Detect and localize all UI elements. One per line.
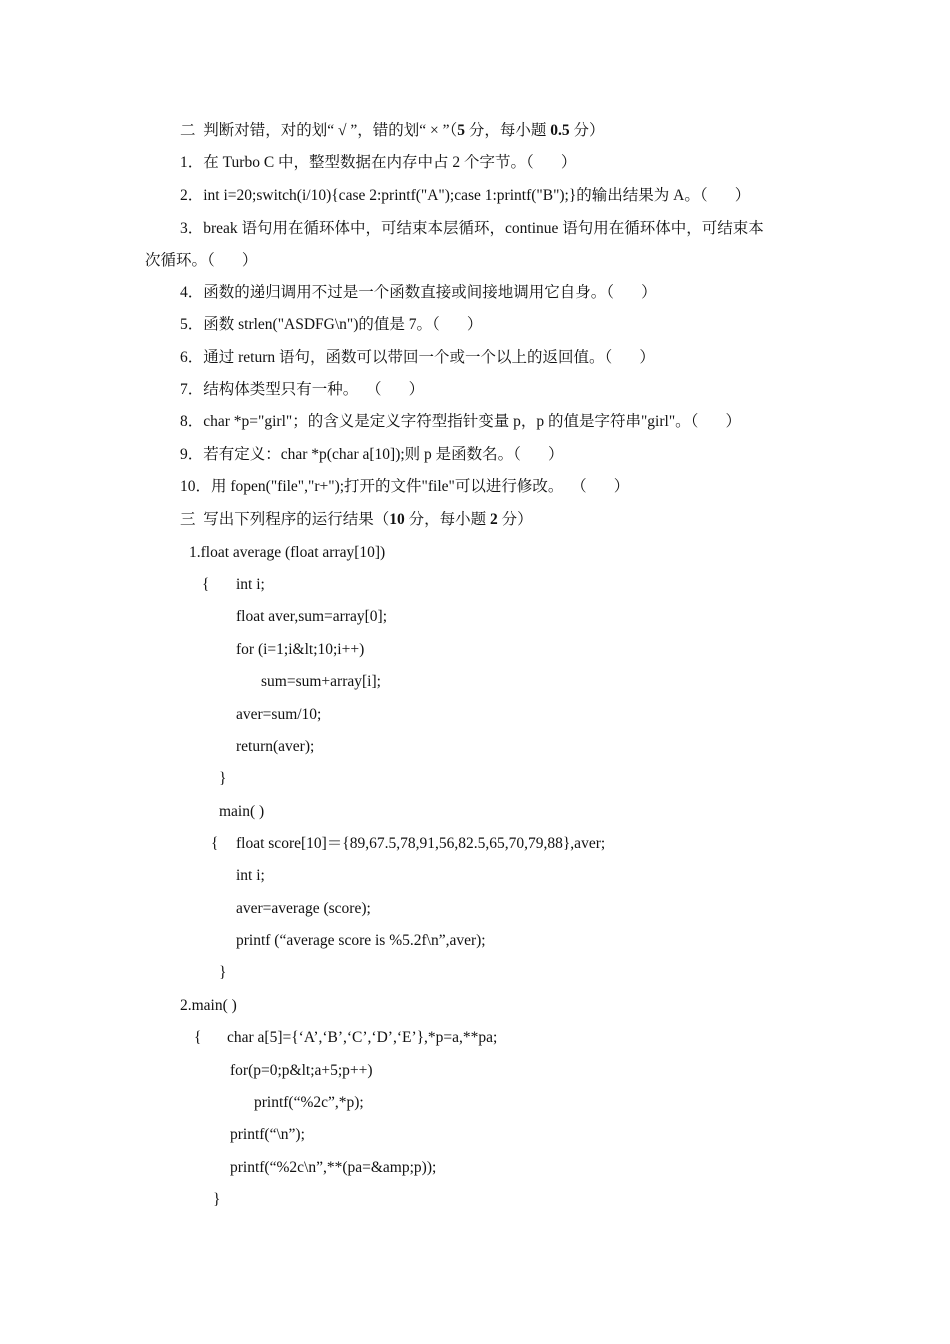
- program1-code-line: aver=sum/10;: [236, 706, 322, 723]
- program1-code-line: sum=sum+array[i];: [261, 673, 381, 690]
- section3-total-score: 10: [389, 511, 405, 528]
- question-7: 7．结构体类型只有一种。 （ ）: [180, 381, 425, 398]
- section2-heading: [180, 121, 605, 141]
- section2-total-score: 5: [457, 122, 466, 139]
- program2-main: 2.main( ): [180, 997, 237, 1014]
- question-3-line-1: 3．break 语句用在循环体中，可结束本层循环，continue 语句用在循环体中，可结束本: [180, 220, 764, 237]
- program1-main-open-brace: {: [211, 835, 219, 852]
- program1-main: main( ): [219, 803, 265, 820]
- question-5: 5．函数 strlen("ASDFG\n")的值是 7。（ ）: [180, 316, 483, 333]
- program2-code-line: printf(“\n”);: [230, 1126, 305, 1143]
- question-1: 1．在 Turbo C 中，整型数据在内存中占 2 个字节。（ ）: [180, 154, 577, 171]
- program1-code-line: int i;: [236, 867, 265, 884]
- program2-code-line: char a[5]={‘A’,‘B’,‘C’,‘D’,‘E’},*p=a,**pa;: [227, 1029, 498, 1046]
- section2-heading-mid: 分，每小题: [465, 122, 551, 139]
- program1-code-line: float aver,sum=array[0];: [236, 608, 387, 625]
- question-3-line-2: 次循环。（ ）: [145, 252, 258, 269]
- program1-code-line: return(aver);: [236, 738, 315, 755]
- question-10: 10．用 fopen("file","r+");打开的文件"file"可以进行修改。 （ ）: [180, 478, 630, 495]
- program2-code-line: printf(“%2c”,*p);: [254, 1094, 364, 1111]
- program2-code-line: for(p=0;p&lt;a+5;p++): [230, 1062, 373, 1079]
- section3-item-score: 2: [490, 511, 498, 528]
- section3-heading-mid: 分，每小题: [404, 511, 491, 528]
- program1-open-brace: {: [202, 576, 210, 593]
- section3-heading-text: 三 写出下列程序的运行结果（: [180, 511, 390, 528]
- program1-code-line: float score[10]＝{89,67.5,78,91,56,82.5,65,70,79,88},aver;: [236, 835, 606, 852]
- program2-code-line: printf(“%2c\n”,**(pa=&amp;p));: [230, 1159, 437, 1176]
- program1-signature: 1.float average (float array[10]): [189, 544, 386, 561]
- program1-close-brace: }: [219, 770, 227, 787]
- question-9: 9．若有定义：char *p(char a[10]);则 p 是函数名。（ ）: [180, 446, 564, 463]
- program1-main-close-brace: }: [219, 964, 227, 981]
- question-4: 4．函数的递归调用不过是一个函数直接或间接地调用它自身。（ ）: [180, 284, 657, 301]
- section3-heading-end: 分）: [497, 511, 533, 528]
- question-6: 6．通过 return 语句，函数可以带回一个或一个以上的返回值。（ ）: [180, 349, 655, 366]
- section3-heading: [180, 510, 533, 530]
- section2-item-score: 0.5: [550, 122, 570, 139]
- program2-open-brace: {: [194, 1029, 202, 1046]
- program1-code-line: int i;: [236, 576, 265, 593]
- section2-heading-end: 分）: [569, 122, 605, 139]
- program1-code-line: aver=average (score);: [236, 900, 371, 917]
- section2-heading-text: 二 判断对错，对的划“ √ ”，错的划“ × ”（: [180, 122, 458, 139]
- question-2: 2．int i=20;switch(i/10){case 2:printf("A");case 1:printf("B");}的输出结果为 A。（ ）: [180, 187, 751, 204]
- program1-code-line: printf (“average score is %5.2f\n”,aver);: [236, 932, 486, 949]
- question-8: 8．char *p="girl"；的含义是定义字符型指针变量 p，p 的值是字符串"girl"。（ ）: [180, 413, 742, 430]
- program2-close-brace: }: [213, 1191, 221, 1208]
- program1-code-line: for (i=1;i&lt;10;i++): [236, 641, 365, 658]
